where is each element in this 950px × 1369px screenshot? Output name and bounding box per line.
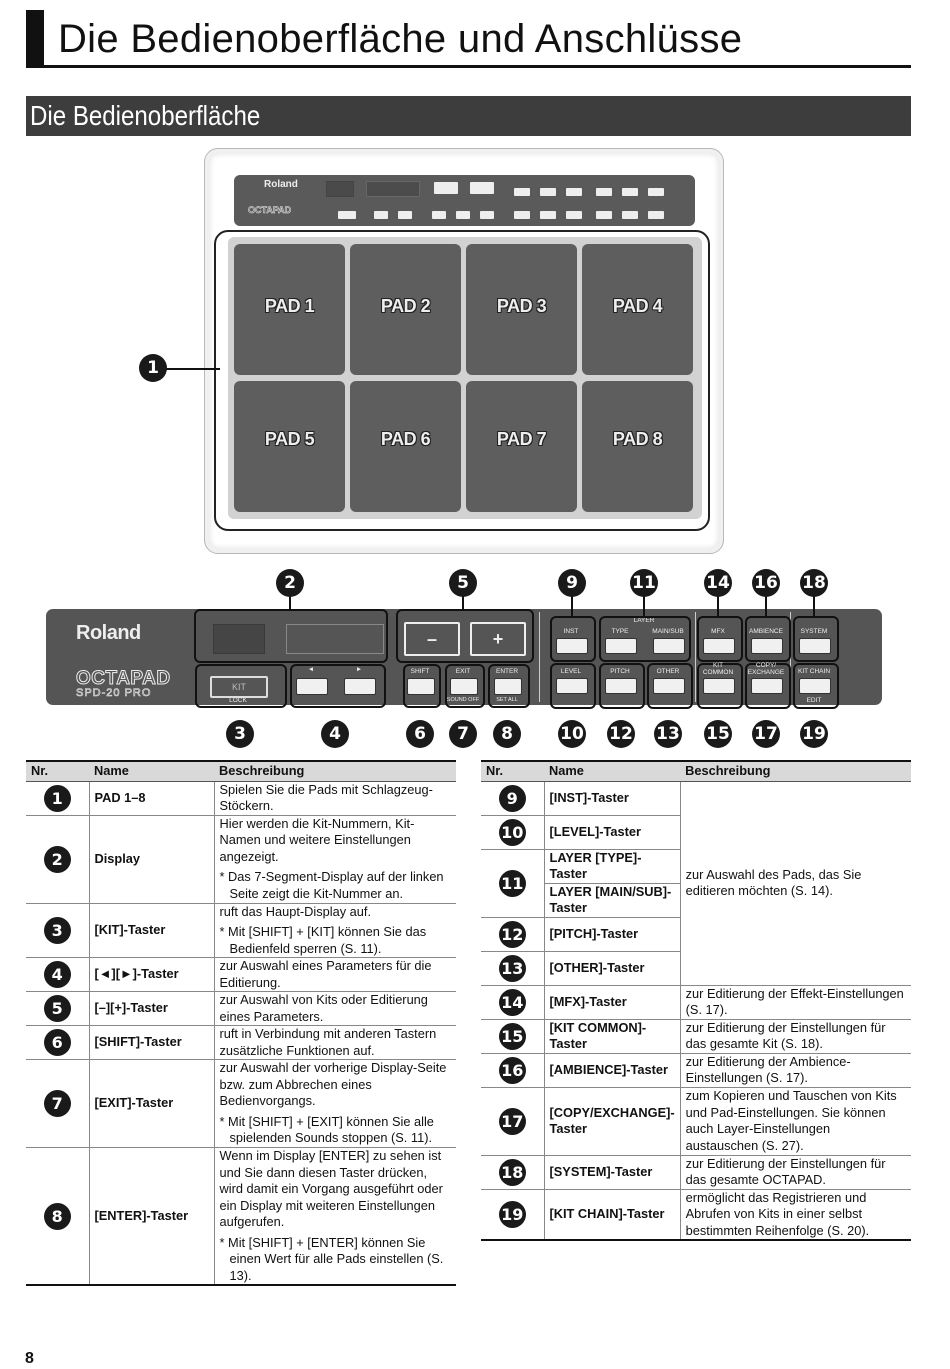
row-desc-text: ruft das Haupt-Display auf. bbox=[219, 903, 372, 919]
pad-label: PAD 8 bbox=[612, 429, 663, 449]
table-row bbox=[26, 815, 456, 903]
row-number: 18 bbox=[499, 1159, 526, 1186]
table-row bbox=[481, 985, 911, 1019]
mini-right-button bbox=[398, 211, 412, 219]
system-label: SYSTEM bbox=[800, 628, 828, 635]
mini-seg-display bbox=[326, 181, 354, 197]
row-number: 12 bbox=[499, 921, 526, 948]
kit-common-button bbox=[703, 678, 735, 694]
row-note: * Das 7-Segment-Display auf der linken Seite zeigt die Kit-Nummer an. bbox=[219, 869, 444, 901]
row-desc bbox=[214, 992, 456, 1026]
other-label: OTHER bbox=[656, 668, 680, 675]
device-mini-panel bbox=[234, 175, 695, 226]
pad-label: PAD 3 bbox=[496, 296, 547, 316]
row-name: [SHIFT]-Taster bbox=[89, 1026, 214, 1060]
table-header-row bbox=[481, 761, 911, 781]
callout-line bbox=[166, 368, 220, 370]
row-number-cell bbox=[26, 992, 89, 1026]
callout-line bbox=[765, 596, 767, 617]
row-name: [INST]-Taster bbox=[544, 781, 680, 815]
row-number: 7 bbox=[44, 1090, 71, 1117]
table-row bbox=[26, 992, 456, 1026]
pad-6 bbox=[350, 381, 461, 512]
callout-9: 9 bbox=[558, 569, 586, 597]
mini-other-button bbox=[566, 211, 582, 219]
mfx-button bbox=[703, 638, 735, 654]
level-button bbox=[556, 678, 588, 694]
callout-line bbox=[643, 596, 645, 617]
callout-1: 1 bbox=[139, 354, 167, 382]
shift-label: SHIFT bbox=[410, 668, 430, 675]
section-title: Die Bedienoberfläche bbox=[30, 100, 261, 131]
mini-lcd bbox=[366, 181, 420, 197]
row-number-cell bbox=[481, 781, 544, 815]
kit-chain-label: KIT CHAIN bbox=[797, 668, 831, 675]
row-number: 11 bbox=[499, 870, 526, 897]
callout-8: 8 bbox=[493, 720, 521, 748]
right-button bbox=[344, 678, 376, 695]
table-row bbox=[26, 1026, 456, 1060]
row-desc bbox=[214, 958, 456, 992]
row-name: [KIT CHAIN]-Taster bbox=[544, 1189, 680, 1240]
callout-3: 3 bbox=[226, 720, 254, 748]
row-number: 6 bbox=[44, 1029, 71, 1056]
row-number-cell bbox=[481, 849, 544, 917]
title-accent-bar bbox=[26, 10, 44, 66]
mini-minus-button bbox=[434, 182, 458, 194]
type-label: TYPE bbox=[611, 628, 629, 635]
ambience-button bbox=[751, 638, 783, 654]
right-arrow-label: ► bbox=[355, 666, 363, 673]
page-title: Die Bedienoberfläche und Anschlüsse bbox=[58, 17, 743, 61]
exit-label: EXIT bbox=[455, 668, 471, 675]
table-row bbox=[481, 1189, 911, 1240]
pad-8 bbox=[582, 381, 693, 512]
header-nr: Nr. bbox=[481, 761, 544, 781]
row-number: 15 bbox=[499, 1023, 526, 1050]
row-desc bbox=[214, 903, 456, 958]
row-name: [COPY/EXCHANGE]-Taster bbox=[544, 1087, 680, 1155]
row-desc bbox=[214, 1060, 456, 1148]
pitch-button bbox=[605, 678, 637, 694]
row-number: 13 bbox=[499, 955, 526, 982]
callout-4: 4 bbox=[321, 720, 349, 748]
row-desc: zur Editierung der Effekt-Einstellungen (S. 17). bbox=[680, 985, 911, 1019]
row-desc bbox=[214, 1026, 456, 1060]
inst-button bbox=[556, 638, 588, 654]
minus-button bbox=[404, 622, 460, 656]
pad-7 bbox=[466, 381, 577, 512]
header-name: Name bbox=[89, 761, 214, 781]
enter-label: ENTER bbox=[495, 668, 519, 675]
row-desc-text: Spielen Sie die Pads mit Schlagzeug-Stöckern. bbox=[219, 781, 433, 813]
roland-logo: Roland bbox=[76, 622, 141, 644]
row-name: [–][+]-Taster bbox=[89, 992, 214, 1026]
page-number: 8 bbox=[25, 1350, 34, 1367]
group-desc: zur Auswahl des Pads, das Sie editieren möchten (S. 14). bbox=[680, 781, 911, 985]
copy-exchange-label: COPY/ EXCHANGE bbox=[747, 662, 785, 676]
table-row bbox=[26, 903, 456, 958]
plus-button bbox=[470, 622, 526, 656]
row-name: LAYER [MAIN/SUB]-Taster bbox=[544, 883, 680, 917]
kit-chain-button bbox=[799, 678, 831, 694]
row-name: [SYSTEM]-Taster bbox=[544, 1155, 680, 1189]
callout-line bbox=[462, 596, 464, 610]
minus-label: – bbox=[426, 629, 437, 649]
callout-2: 2 bbox=[276, 569, 304, 597]
table-row bbox=[26, 1060, 456, 1148]
row-number-cell bbox=[26, 903, 89, 958]
row-desc: zum Kopieren und Tauschen von Kits und Pad-Einstellungen. Sie können auch Layer-Einstellungen austauschen (S. 27). bbox=[680, 1087, 911, 1155]
callout-13: 13 bbox=[654, 720, 682, 748]
callout-11: 11 bbox=[630, 569, 658, 597]
other-button bbox=[653, 678, 685, 694]
header-desc: Beschreibung bbox=[214, 761, 456, 781]
row-number: 3 bbox=[44, 917, 71, 944]
left-arrow-label: ◄ bbox=[307, 666, 315, 673]
sound-off-label: SOUND OFF bbox=[446, 697, 480, 703]
row-number-cell bbox=[481, 1155, 544, 1189]
controls-table-left bbox=[26, 760, 456, 1286]
row-name: LAYER [TYPE]-Taster bbox=[544, 849, 680, 883]
row-desc bbox=[214, 815, 456, 903]
mini-left-button bbox=[374, 211, 388, 219]
row-name: [EXIT]-Taster bbox=[89, 1060, 214, 1148]
mini-plus-button bbox=[470, 182, 494, 194]
octapad-logo: OCTAPAD bbox=[76, 668, 171, 689]
kit-button bbox=[210, 676, 268, 698]
table-row bbox=[26, 781, 456, 815]
pad-label: PAD 7 bbox=[496, 429, 547, 449]
row-number-cell bbox=[481, 917, 544, 951]
callout-line bbox=[571, 596, 573, 617]
callout-16: 16 bbox=[752, 569, 780, 597]
header-nr: Nr. bbox=[26, 761, 89, 781]
mini-mainsub-button bbox=[566, 188, 582, 196]
header-desc: Beschreibung bbox=[680, 761, 911, 781]
row-number-cell bbox=[26, 815, 89, 903]
table-row bbox=[481, 1155, 911, 1189]
row-number-cell bbox=[26, 958, 89, 992]
row-name: [KIT]-Taster bbox=[89, 903, 214, 958]
row-number-cell bbox=[481, 1087, 544, 1155]
mini-kit-button bbox=[338, 211, 356, 219]
layer-label: LAYER bbox=[633, 617, 655, 624]
pad-4 bbox=[582, 244, 693, 375]
row-name: [LEVEL]-Taster bbox=[544, 815, 680, 849]
mini-copy-button bbox=[622, 211, 638, 219]
header-name: Name bbox=[544, 761, 680, 781]
table-row bbox=[26, 958, 456, 992]
mini-system-button bbox=[648, 188, 664, 196]
set-all-label: SET ALL bbox=[496, 697, 518, 703]
mini-ambience-button bbox=[622, 188, 638, 196]
mini-kitchain-button bbox=[648, 211, 664, 219]
pad-label: PAD 2 bbox=[380, 296, 431, 316]
row-desc: zur Editierung der Einstellungen für das gesamte OCTAPAD. bbox=[680, 1155, 911, 1189]
row-desc-text: Wenn im Display [ENTER] zu sehen ist und Sie dann diesen Taster drücken, wird damit ein Vorgang ausgeführt oder ein Display mit weiteren Einstellungen aufgerufen. bbox=[219, 1148, 443, 1229]
pad-label: PAD 6 bbox=[380, 429, 431, 449]
kit-label: KIT bbox=[231, 682, 246, 692]
table-row bbox=[481, 1019, 911, 1053]
row-number-cell bbox=[481, 1189, 544, 1240]
row-number: 10 bbox=[499, 819, 526, 846]
callout-17: 17 bbox=[752, 720, 780, 748]
left-button bbox=[296, 678, 328, 695]
kit-common-label: KIT COMMON bbox=[702, 662, 734, 676]
exit-button bbox=[450, 678, 478, 695]
table-header-row bbox=[26, 761, 456, 781]
row-name: [PITCH]-Taster bbox=[544, 917, 680, 951]
row-desc: zur Editierung der Ambience-Einstellungen (S. 17). bbox=[680, 1053, 911, 1087]
callout-line bbox=[289, 596, 291, 610]
callout-19: 19 bbox=[800, 720, 828, 748]
mini-type-button bbox=[540, 188, 556, 196]
row-desc bbox=[214, 1148, 456, 1286]
callout-12: 12 bbox=[607, 720, 635, 748]
row-number: 14 bbox=[499, 989, 526, 1016]
main-sub-button bbox=[653, 638, 685, 654]
pad-1 bbox=[234, 244, 345, 375]
mini-pitch-button bbox=[540, 211, 556, 219]
mini-mfx-button bbox=[596, 188, 612, 196]
row-number-cell bbox=[481, 1019, 544, 1053]
ambience-label: AMBIENCE bbox=[749, 628, 783, 635]
row-desc-text: Hier werden die Kit-Nummern, Kit-Namen und weitere Einstellungen angezeigt. bbox=[219, 815, 415, 864]
row-number: 8 bbox=[44, 1203, 71, 1230]
pad-3 bbox=[466, 244, 577, 375]
table-row bbox=[481, 781, 911, 815]
mfx-label: MFX bbox=[711, 628, 725, 635]
inst-label: INST bbox=[563, 628, 579, 635]
row-number-cell bbox=[26, 781, 89, 815]
mini-exit-button bbox=[456, 211, 470, 219]
row-number: 9 bbox=[499, 785, 526, 812]
row-name: [KIT COMMON]-Taster bbox=[544, 1019, 680, 1053]
row-name: [AMBIENCE]-Taster bbox=[544, 1053, 680, 1087]
row-number-cell bbox=[481, 1053, 544, 1087]
mini-brand: Roland bbox=[264, 179, 298, 190]
callout-7: 7 bbox=[449, 720, 477, 748]
shift-button bbox=[407, 678, 435, 695]
row-number-cell bbox=[481, 815, 544, 849]
panel-divider bbox=[539, 612, 540, 702]
octapad-model-sub: SPD-20 PRO bbox=[76, 687, 152, 699]
callout-15: 15 bbox=[704, 720, 732, 748]
row-desc-text: zur Auswahl eines Parameters für die Editierung. bbox=[219, 958, 432, 990]
controls-table-right bbox=[481, 760, 911, 1241]
seven-segment-display bbox=[213, 624, 265, 654]
callout-10: 10 bbox=[558, 720, 586, 748]
row-number: 4 bbox=[44, 961, 71, 988]
edit-label: EDIT bbox=[806, 697, 822, 704]
system-button bbox=[799, 638, 831, 654]
row-number: 1 bbox=[44, 785, 71, 812]
table-row bbox=[26, 1148, 456, 1286]
row-number-cell bbox=[26, 1060, 89, 1148]
lcd-display bbox=[286, 624, 384, 654]
pitch-label: PITCH bbox=[610, 668, 630, 675]
row-desc-text: ruft in Verbindung mit anderen Tastern zusätzliche Funktionen auf. bbox=[219, 1026, 437, 1058]
row-number-cell bbox=[481, 951, 544, 985]
mini-model: OCTAPAD bbox=[248, 205, 292, 215]
row-number-cell bbox=[481, 985, 544, 1019]
copy-exchange-button bbox=[751, 678, 783, 694]
plus-label: + bbox=[492, 629, 504, 649]
mini-kitcommon-button bbox=[596, 211, 612, 219]
callout-18: 18 bbox=[800, 569, 828, 597]
row-name: Display bbox=[89, 815, 214, 903]
lock-label: LOCK bbox=[229, 697, 247, 704]
panel-divider bbox=[695, 612, 696, 702]
table-row bbox=[481, 1053, 911, 1087]
pad-label: PAD 1 bbox=[264, 296, 315, 316]
mini-enter-button bbox=[480, 211, 494, 219]
callout-6: 6 bbox=[406, 720, 434, 748]
row-name: [ENTER]-Taster bbox=[89, 1148, 214, 1286]
row-number: 17 bbox=[499, 1108, 526, 1135]
mini-shift-button bbox=[432, 211, 446, 219]
callout-14: 14 bbox=[704, 569, 732, 597]
mini-inst-button bbox=[514, 188, 530, 196]
row-note: * Mit [SHIFT] + [EXIT] können Sie alle spielenden Sounds stoppen (S. 11). bbox=[219, 1113, 434, 1146]
row-desc bbox=[214, 781, 456, 815]
row-desc-text: zur Auswahl von Kits oder Editierung eines Parameters. bbox=[219, 992, 428, 1024]
callout-line bbox=[717, 596, 719, 617]
main-sub-label: MAIN/SUB bbox=[652, 628, 684, 635]
row-desc-text: zur Auswahl der vorherige Display-Seite bzw. zum Abbrechen eines Bedienvorgangs. bbox=[219, 1060, 447, 1109]
row-name: [MFX]-Taster bbox=[544, 985, 680, 1019]
title-rule bbox=[26, 65, 911, 68]
row-number: 16 bbox=[499, 1057, 526, 1084]
row-desc: zur Editierung der Einstellungen für das gesamte Kit (S. 18). bbox=[680, 1019, 911, 1053]
type-button bbox=[605, 638, 637, 654]
pad-2 bbox=[350, 244, 461, 375]
callout-5: 5 bbox=[449, 569, 477, 597]
row-name: [OTHER]-Taster bbox=[544, 951, 680, 985]
row-number: 19 bbox=[499, 1201, 526, 1228]
row-note: * Mit [SHIFT] + [ENTER] können Sie einen Wert für alle Pads einstellen (S. 13). bbox=[219, 1234, 444, 1283]
row-number-cell bbox=[26, 1026, 89, 1060]
table-row bbox=[481, 1087, 911, 1155]
pad-label: PAD 4 bbox=[612, 296, 663, 316]
row-name: PAD 1–8 bbox=[89, 781, 214, 815]
pad-label: PAD 5 bbox=[264, 429, 315, 449]
row-number-cell bbox=[26, 1148, 89, 1286]
mini-level-button bbox=[514, 211, 530, 219]
row-number: 2 bbox=[44, 846, 71, 873]
callout-line bbox=[813, 596, 815, 617]
level-label: LEVEL bbox=[560, 668, 582, 675]
row-name: [◄][►]-Taster bbox=[89, 958, 214, 992]
enter-button bbox=[494, 678, 522, 695]
pad-area bbox=[228, 237, 702, 519]
row-number: 5 bbox=[44, 995, 71, 1022]
row-note: * Mit [SHIFT] + [KIT] können Sie das Bedienfeld sperren (S. 11). bbox=[219, 924, 427, 956]
row-desc: ermöglicht das Registrieren und Abrufen von Kits in einer selbst bestimmten Reihenfolge (S. 20). bbox=[680, 1189, 911, 1240]
pad-5 bbox=[234, 381, 345, 512]
